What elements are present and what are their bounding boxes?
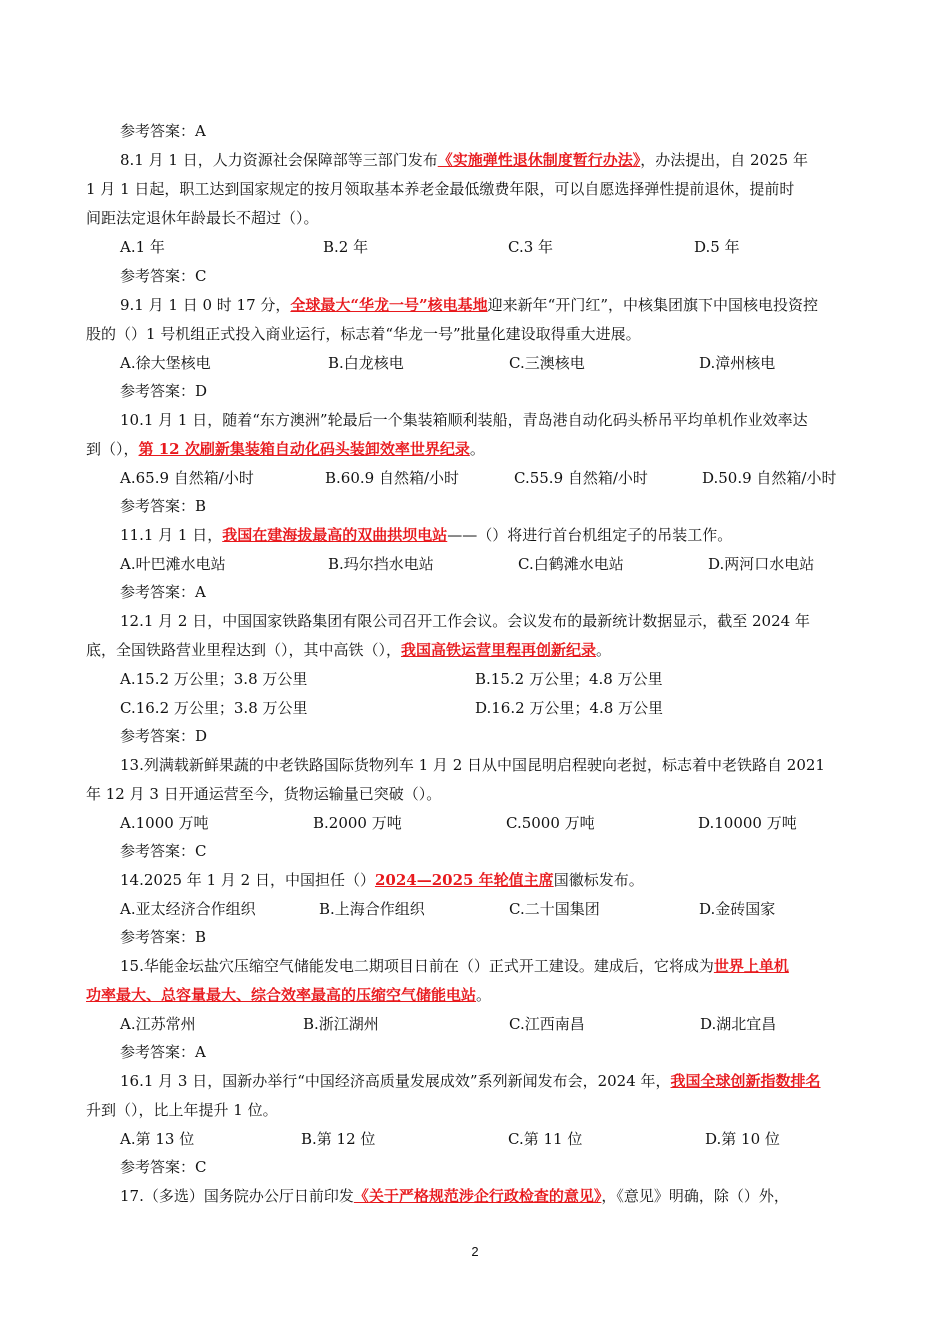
option-b: B.第 12 位 xyxy=(301,1130,376,1148)
highlight-text: 我国全球创新指数排名 xyxy=(670,1072,821,1090)
highlight-text: 我国在建海拔最高的双曲拱坝电站 xyxy=(222,526,448,544)
highlight-text: 世界上单机 xyxy=(713,957,789,975)
answer-value: A xyxy=(195,122,206,140)
question-text: 迎来新年“开门红”，中核集团旗下中国核电投资控 xyxy=(487,296,819,314)
option-a: A.65.9 自然箱/小时 xyxy=(120,469,254,487)
answer-value: D xyxy=(195,382,208,400)
question-16-line-2: 升到（），比上年提升 1 位。 xyxy=(86,1101,278,1119)
question-9-line-1 xyxy=(120,291,900,319)
question-text: 。 xyxy=(596,641,612,659)
question-10-line-2 xyxy=(86,435,866,463)
question-text: 。 xyxy=(476,986,492,1004)
question-text: 。 xyxy=(469,440,485,458)
option-c: C.白鹤滩水电站 xyxy=(518,555,624,573)
option-a: A.1000 万吨 xyxy=(120,814,209,832)
answer-value: B xyxy=(195,497,207,515)
answer-value: A xyxy=(195,583,206,601)
option-a: A.徐大堡核电 xyxy=(120,354,211,372)
answer-value: A xyxy=(195,1043,206,1061)
highlight-text: 我国高铁运营里程再创新纪录 xyxy=(401,641,597,659)
option-b: B.2000 万吨 xyxy=(313,814,402,832)
option-b: B.60.9 自然箱/小时 xyxy=(325,469,460,487)
question-text: ——（）将进行首台机组定子的吊装工作。 xyxy=(447,526,733,544)
question-17-line-1 xyxy=(120,1182,900,1210)
highlight-text: 第 12 次刷新集装箱自动化码头装卸效率世界纪录 xyxy=(138,440,470,458)
answer-label: 参考答案： xyxy=(120,583,196,601)
question-text: 15.华能金坛盐穴压缩空气储能发电二期项目日前在（）正式开工建设。建成后，它将成为 xyxy=(120,957,714,975)
option-a: A.叶巴滩水电站 xyxy=(120,555,226,573)
question-text: 8.1 月 1 日，人力资源社会保障部等三部门发布 xyxy=(120,151,438,169)
highlight-text: 《实施弹性退休制度暂行办法》 xyxy=(437,151,641,169)
option-d: D.湖北宜昌 xyxy=(700,1015,777,1033)
option-d: D.两河口水电站 xyxy=(708,555,815,573)
question-9-line-2: 股的（）1 号机组正式投入商业运行，标志着“华龙一号”批量化建设取得重大进展。 xyxy=(86,325,641,343)
question-16-line-1 xyxy=(120,1067,900,1095)
answer-value: C xyxy=(195,267,207,285)
question-text: 17.（多选）国务院办公厅日前印发 xyxy=(120,1187,354,1205)
question-15-line-2 xyxy=(86,981,866,1009)
answer-label: 参考答案： xyxy=(120,267,196,285)
question-8-line-2: 1 月 1 日起，职工达到国家规定的按月领取基本养老金最低缴费年限，可以自愿选择弹性提前退休，提前时 xyxy=(86,180,795,198)
answer-value: C xyxy=(195,1158,207,1176)
answer-label: 参考答案： xyxy=(120,497,196,515)
answer-label: 参考答案： xyxy=(120,1158,196,1176)
question-11-line-1 xyxy=(120,521,900,549)
answer-label: 参考答案： xyxy=(120,122,196,140)
question-14-line-1 xyxy=(120,866,900,894)
answer-label: 参考答案： xyxy=(120,928,196,946)
option-b: B.白龙核电 xyxy=(328,354,404,372)
option-d: D.金砖国家 xyxy=(699,900,776,918)
option-d: D.5 年 xyxy=(694,238,740,256)
answer-line xyxy=(120,722,900,750)
option-d: D.16.2 万公里；4.8 万公里 xyxy=(475,699,664,717)
option-a: A.15.2 万公里；3.8 万公里 xyxy=(120,670,308,688)
answer-label: 参考答案： xyxy=(120,842,196,860)
question-text: 国徽标发布。 xyxy=(553,871,644,889)
question-text: 11.1 月 1 日， xyxy=(120,526,223,544)
question-15-line-1 xyxy=(120,952,900,980)
answer-value: D xyxy=(195,727,208,745)
answer-line xyxy=(120,1038,900,1066)
question-text: 16.1 月 3 日，国新办举行“中国经济高质量发展成效”系列新闻发布会，2024 年， xyxy=(120,1072,671,1090)
question-text: 14.2025 年 1 月 2 日，中国担任（） xyxy=(120,871,375,889)
option-a: A.亚太经济合作组织 xyxy=(120,900,256,918)
option-c: C.3 年 xyxy=(508,238,554,256)
answer-line xyxy=(120,117,900,145)
highlight-text: 功率最大、总容量最大、综合效率最高的压缩空气储能电站 xyxy=(86,986,477,1004)
question-text: ，办法提出，自 2025 年 xyxy=(640,151,808,169)
option-d: D.第 10 位 xyxy=(705,1130,780,1148)
option-b: B.上海合作组织 xyxy=(319,900,425,918)
answer-line xyxy=(120,1153,900,1181)
question-8-line-3: 间距法定退休年龄最长不超过（）。 xyxy=(86,209,319,227)
question-text: 底，全国铁路营业里程达到（），其中高铁（）， xyxy=(86,641,402,659)
option-a: A.第 13 位 xyxy=(120,1130,195,1148)
answer-line xyxy=(120,923,900,951)
question-text: 到（）， xyxy=(86,440,139,458)
question-13-line-1: 13.列满载新鲜果蔬的中老铁路国际货物列车 1 月 2 日从中国昆明启程驶向老挝，标志着中老铁路自 2021 xyxy=(120,756,825,774)
answer-label: 参考答案： xyxy=(120,1043,196,1061)
question-text: 9.1 月 1 日 0 时 17 分， xyxy=(120,296,291,314)
answer-line xyxy=(120,578,900,606)
highlight-text: 全球最大“华龙一号”核电基地 xyxy=(290,296,488,314)
question-text: ，《意见》明确，除（）外， xyxy=(601,1187,789,1205)
answer-label: 参考答案： xyxy=(120,382,196,400)
question-12-line-2 xyxy=(86,636,866,664)
option-c: C.江西南昌 xyxy=(509,1015,585,1033)
highlight-text: 《关于严格规范涉企行政检查的意见》 xyxy=(353,1187,602,1205)
option-d: D.漳州核电 xyxy=(699,354,776,372)
answer-label: 参考答案： xyxy=(120,727,196,745)
answer-value: B xyxy=(195,928,207,946)
option-c: C.16.2 万公里；3.8 万公里 xyxy=(120,699,308,717)
answer-line xyxy=(120,262,900,290)
option-a: A.1 年 xyxy=(120,238,165,256)
option-c: C.三澳核电 xyxy=(509,354,585,372)
answer-line xyxy=(120,492,900,520)
option-c: C.5000 万吨 xyxy=(506,814,595,832)
page-number: 2 xyxy=(471,1244,479,1259)
highlight-text: 2024—2025 年轮值主席 xyxy=(374,871,554,889)
question-8-line-1 xyxy=(120,146,900,174)
question-12-line-1: 12.1 月 2 日，中国国家铁路集团有限公司召开工作会议。会议发布的最新统计数据显示，截至 2024 年 xyxy=(120,612,810,630)
question-13-line-2: 年 12 月 3 日开通运营至今，货物运输量已突破（）。 xyxy=(86,785,442,803)
option-b: B.15.2 万公里；4.8 万公里 xyxy=(475,670,663,688)
answer-value: C xyxy=(195,842,207,860)
option-b: B.2 年 xyxy=(323,238,369,256)
answer-line xyxy=(120,377,900,405)
option-d: D.10000 万吨 xyxy=(698,814,797,832)
question-10-line-1: 10.1 月 1 日，随着“东方澳洲”轮最后一个集装箱顺利装船，青岛港自动化码头桥吊平均单机作业效率达 xyxy=(120,411,808,429)
option-c: C.55.9 自然箱/小时 xyxy=(514,469,648,487)
option-b: B.浙江湖州 xyxy=(303,1015,379,1033)
option-d: D.50.9 自然箱/小时 xyxy=(702,469,837,487)
option-a: A.江苏常州 xyxy=(120,1015,196,1033)
option-b: B.玛尔挡水电站 xyxy=(328,555,434,573)
option-c: C.第 11 位 xyxy=(508,1130,583,1148)
option-c: C.二十国集团 xyxy=(509,900,600,918)
answer-line xyxy=(120,837,900,865)
